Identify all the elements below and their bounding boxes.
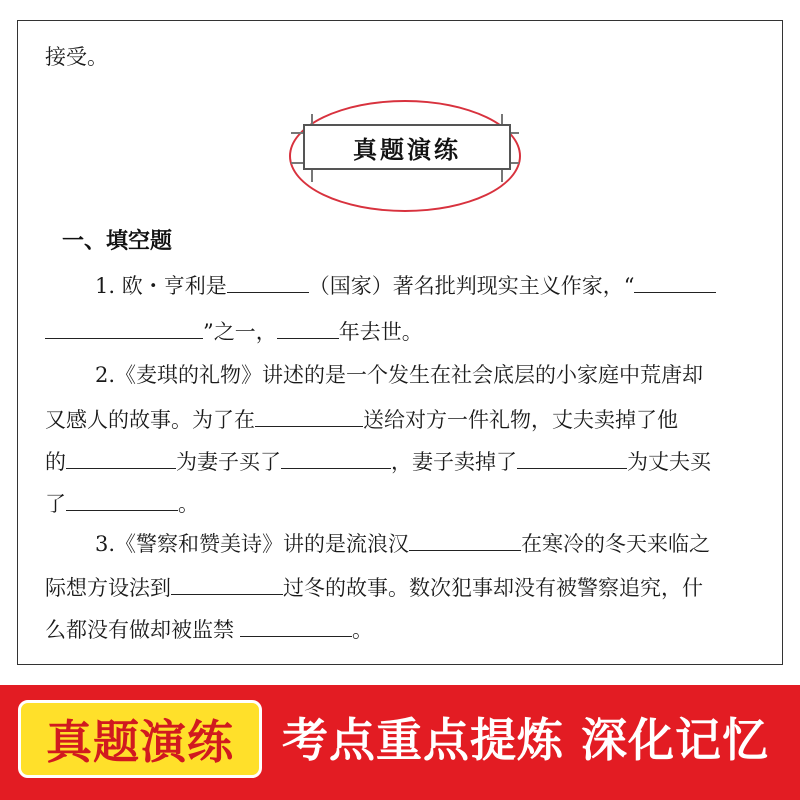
answer-blank[interactable] (171, 572, 283, 595)
carryover-text: 接受。 (45, 45, 108, 69)
answer-blank[interactable] (66, 446, 176, 469)
q2-text: 送给对方一件礼物，丈夫卖掉了他 (363, 408, 678, 432)
badge-title: 真题演练 (303, 124, 511, 170)
q2-line4 (45, 488, 199, 519)
q2-line1: 2.《麦琪的礼物》讲述的是一个发生在社会底层的小家庭中荒唐却 (95, 363, 704, 387)
banner-slogan: 考点重点提炼 深化记忆 (282, 713, 770, 767)
q3-line1 (95, 528, 710, 559)
answer-blank[interactable] (255, 404, 363, 427)
answer-blank[interactable] (281, 446, 391, 469)
q2-text: 的 (45, 450, 66, 474)
q1-text: 年去世。 (338, 320, 423, 344)
q1-line1 (95, 270, 716, 301)
q3-text: 。 (352, 618, 373, 642)
q2-text: 又感人的故事。为了在 (45, 408, 255, 432)
answer-blank[interactable] (66, 488, 178, 511)
q1-text: （国家）著名批判现实主义作家，“ (308, 274, 635, 298)
q3-line2 (45, 572, 703, 603)
q2-text: 了 (45, 492, 66, 516)
q3-text: 过冬的故事。数次犯事却没有被警察追究，什 (283, 576, 703, 600)
q2-line2 (45, 404, 678, 435)
answer-blank[interactable] (517, 446, 627, 469)
answer-blank[interactable] (634, 270, 716, 293)
q3-text: 际想方设法到 (45, 576, 171, 600)
q3-text: 在寒冷的冬天来临之 (521, 532, 711, 556)
section-badge (285, 100, 525, 190)
answer-blank[interactable] (409, 528, 521, 551)
answer-blank[interactable] (277, 316, 339, 339)
q3-line3 (45, 614, 373, 645)
answer-blank[interactable] (227, 270, 309, 293)
q1-text: 1. 欧・亨利是 (95, 274, 227, 298)
promo-banner (0, 685, 800, 800)
q1-line2 (45, 316, 423, 347)
q1-text: ”之一， (203, 320, 277, 344)
q2-text: 为丈夫买 (627, 450, 711, 474)
q2-line3 (45, 446, 711, 477)
q2-text: ，妻子卖掉了 (391, 450, 517, 474)
q2-text: 。 (178, 492, 199, 516)
section-title: 一、填空题 (62, 229, 173, 254)
answer-blank[interactable] (240, 614, 352, 637)
q3-text: 3.《警察和赞美诗》讲的是流浪汉 (95, 532, 410, 556)
answer-blank[interactable] (45, 316, 203, 339)
q3-text: 么都没有做却被监禁 (45, 618, 234, 642)
q2-text: 为妻子买了 (176, 450, 281, 474)
banner-tag: 真题演练 (18, 700, 262, 778)
